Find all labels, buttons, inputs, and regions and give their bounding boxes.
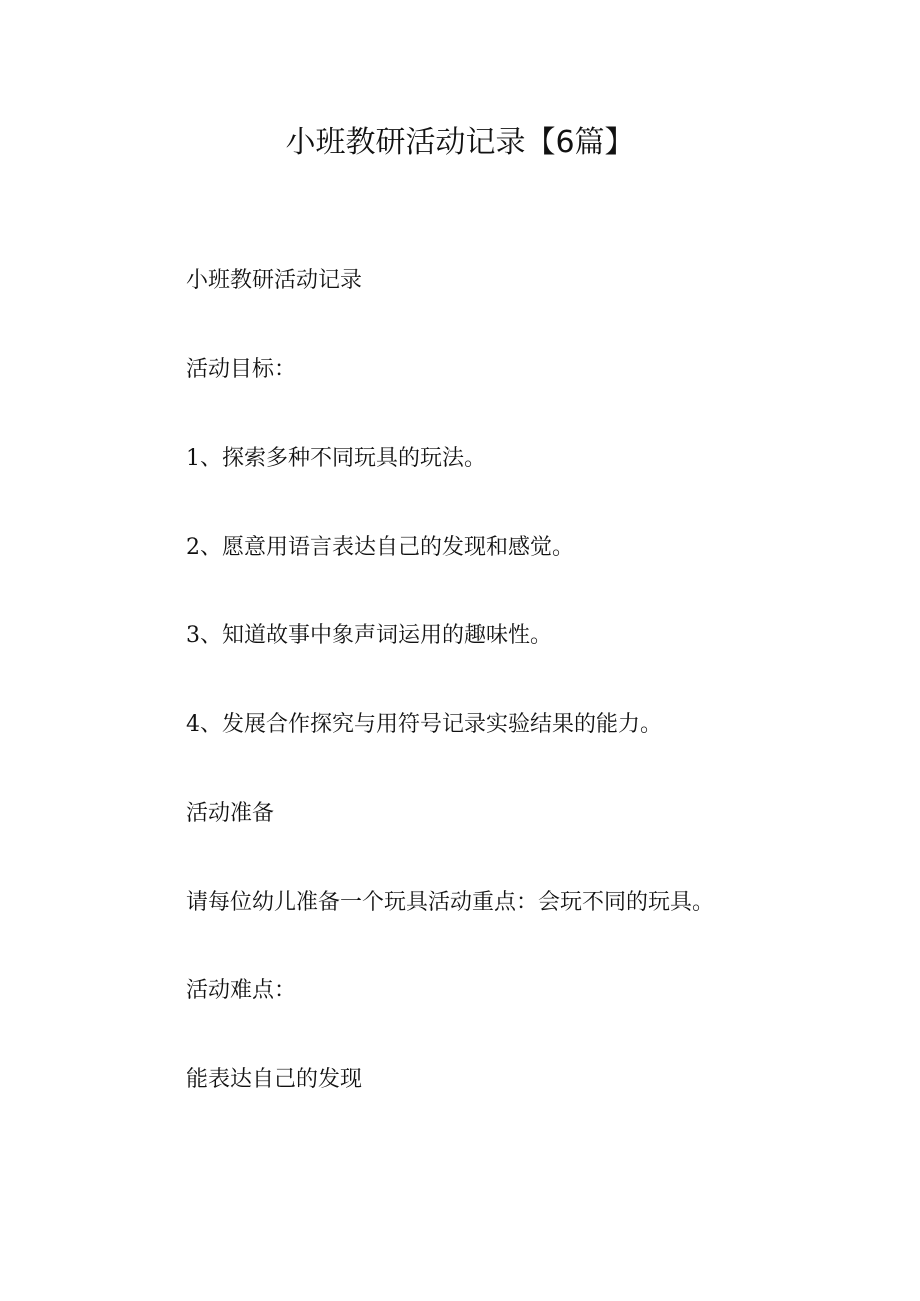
document-title: 小班教研活动记录【6篇】 <box>285 125 635 160</box>
preparation-text: 请每位幼儿准备一个玩具活动重点：会玩不同的玩具。 <box>186 890 715 915</box>
preparation-label: 活动准备 <box>186 801 275 826</box>
objective-item: 2、愿意用语言表达自己的发现和感觉。 <box>186 535 574 560</box>
objective-item: 1、探索多种不同玩具的玩法。 <box>186 446 486 471</box>
difficulty-label: 活动难点： <box>186 978 297 1003</box>
objective-item: 4、发展合作探究与用符号记录实验结果的能力。 <box>186 712 662 737</box>
section-heading: 小班教研活动记录 <box>186 268 363 293</box>
objectives-label: 活动目标： <box>186 357 297 382</box>
objective-item: 3、知道故事中象声词运用的趣味性。 <box>186 623 552 648</box>
difficulty-text: 能表达自己的发现 <box>186 1067 363 1092</box>
